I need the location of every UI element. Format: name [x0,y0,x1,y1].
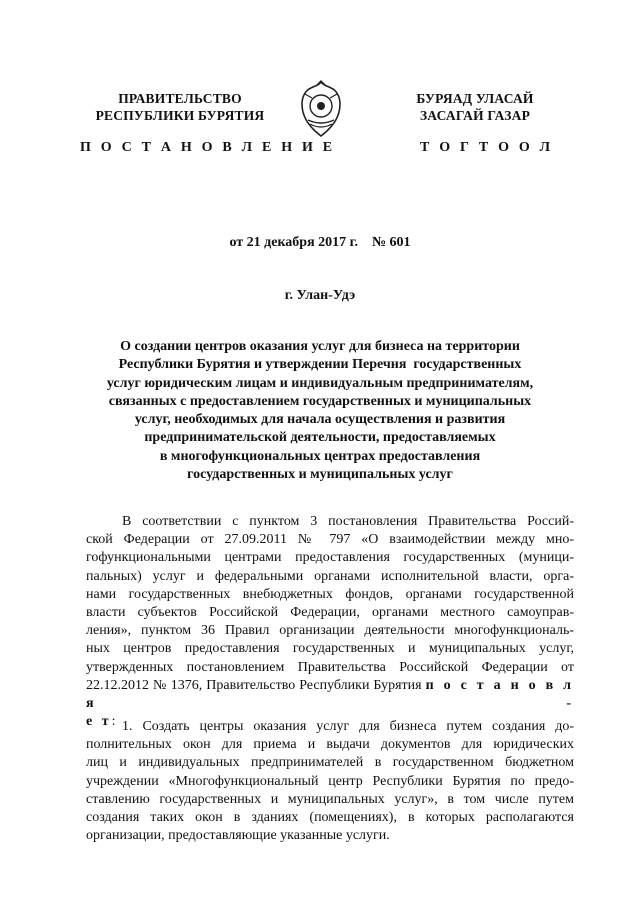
item-line: создания таких окон в зданиях (помещениях), в которых располагаются [86,810,574,826]
item-line: полнительных окон для приема и выдачи документов для юридических [86,737,574,753]
issuer-left [80,90,280,124]
preamble-paragraph [86,513,574,731]
doctype-right: Т О Г Т О О Л [420,140,554,155]
preamble-line: власти субъектов Российской Федерации, органами местного самоуправ- [86,605,574,621]
preamble-line: утвержденных постановлением Правительства Российской Федерации от [86,659,574,675]
issuer-right-line2: ЗАСАГАЙ ГАЗАР [419,108,531,123]
title-line: услуг юридическим лицам и индивидуальным предпринимателям, [106,375,534,391]
item-line: организации, предоставляющие указанные услуги. [86,828,390,844]
title-line: государственных и муниципальных услуг [187,467,453,483]
decree-word-end: е т [86,714,112,730]
preamble-line-text: 22.12.2012 № 1376, Правительство Республики Бурятия [86,677,422,693]
document-title [60,338,580,484]
issuer-right-line1: БУРЯАД УЛАСАЙ [416,91,534,106]
issuer-left-line2: РЕСПУБЛИКИ БУРЯТИЯ [95,108,265,123]
preamble-line: гофункциональными центрами предоставления государственных (муници- [86,550,574,566]
date-number: от 21 декабря 2017 г. № 601 [229,235,411,250]
decree-colon: : [111,714,116,730]
title-line: в многофункциональных центрах предоставления [159,448,481,464]
item-line: 1. Создать центры оказания услуг для бизнеса путем создания до- [122,719,574,734]
title-line: Республики Бурятия и утверждении Перечня государственных [118,357,522,373]
title-line: О создании центров оказания услуг для бизнеса на территории [120,339,520,354]
coat-of-arms-icon [296,80,346,140]
item-line: лиц и индивидуальных предпринимателей в государственном бюджетном [86,755,574,771]
decree-word: п о с т а н о в л я - [86,677,575,712]
title-line: услуг, необходимых для начала осуществления и развития [134,412,506,428]
item-1-paragraph [86,718,574,845]
preamble-line: нами государственных внебюджетных фондов, органами государственной [86,586,574,602]
preamble-line: В соответствии с пунктом 3 постановления Правительства Россий- [122,514,574,529]
title-line: связанных с предоставлением государственных и муниципальных [108,393,532,409]
preamble-line: пальных) услуг и федеральными органами исполнительной власти, орга- [86,568,574,584]
preamble-line: ления», пунктом 36 Правил организации деятельности многофункциональ- [86,623,574,639]
preamble-line: ской Федерации от 27.09.2011 № 797 «О взаимодействии между мно- [86,532,574,548]
title-line: предпринимательской деятельности, предоставляемых [144,430,496,446]
item-line: учреждении «Многофункциональный центр Республики Бурятия по предо- [86,773,574,789]
issuer-right [380,90,570,124]
doctype-left: П О С Т А Н О В Л Е Н И Е [80,140,336,155]
city: г. Улан-Удэ [284,288,356,303]
preamble-line: ных центров предоставления государственных и муниципальных услуг, [86,641,574,657]
item-line: ставлению государственных и муниципальных услуг», в том числе путем [86,791,574,807]
preamble-line [86,677,574,713]
issuer-left-line1: ПРАВИТЕЛЬСТВО [118,91,242,106]
